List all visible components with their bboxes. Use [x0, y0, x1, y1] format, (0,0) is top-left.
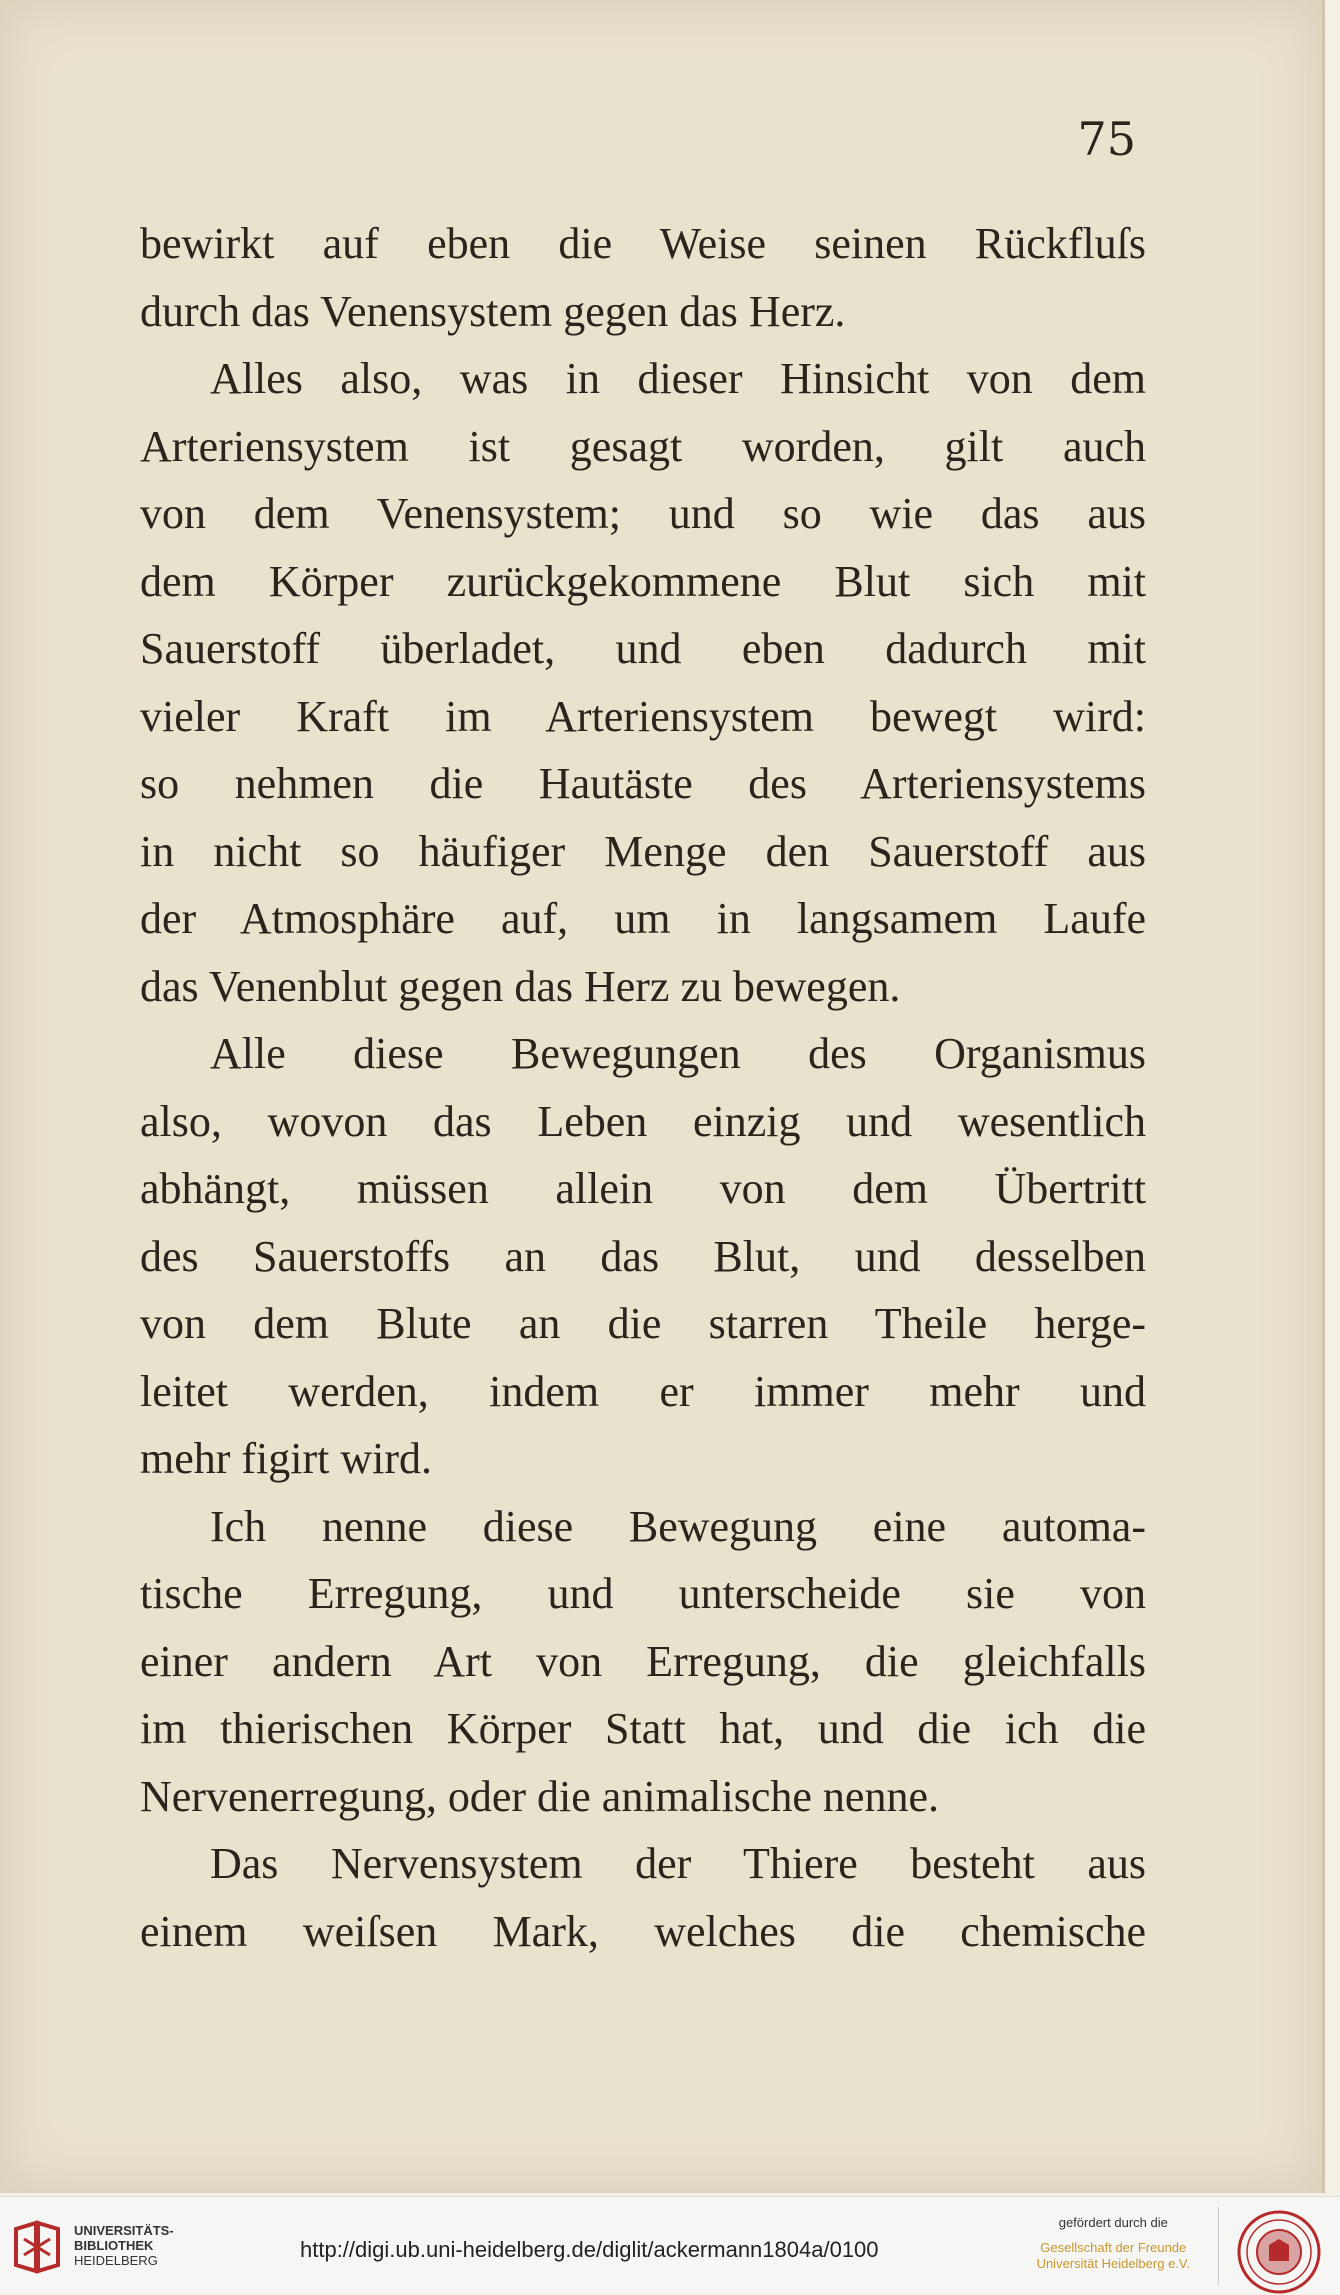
text-line: also, wovon das Leben einzig und wesentlich: [140, 1096, 1146, 1146]
funded-by-label: gefördert durch die: [1058, 2215, 1168, 2230]
body-text: [140, 210, 1146, 1965]
text-line: abhängt, müssen allein von dem Übertritt: [140, 1164, 1146, 1213]
text-line: Das Nervensystem der Thiere besteht aus: [210, 1839, 1146, 1888]
text-line: vieler Kraft im Arteriensystem bewegt wird:: [140, 691, 1146, 741]
footer-divider: [1218, 2207, 1219, 2285]
text-line: tische Erregung, und unterscheide sie von: [140, 1569, 1146, 1618]
society-name-line2: Universität Heidelberg e.V.: [1036, 2256, 1190, 2271]
library-name-line1: UNIVERSITÄTS-: [74, 2223, 174, 2238]
society-name-line1: Gesellschaft der Freunde: [1040, 2240, 1187, 2255]
text-line: einer andern Art von Erregung, die gleichfalls: [140, 1636, 1146, 1686]
text-line: Sauerstoff überladet, und eben dadurch mit: [140, 624, 1146, 673]
text-line: das Venenblut gegen das Herz zu bewegen.: [140, 961, 901, 1011]
library-name-line3: HEIDELBERG: [74, 2253, 158, 2268]
text-line: einem weiſsen Mark, welches die chemische: [140, 1906, 1146, 1956]
text-line: von dem Venensystem; und so wie das aus: [140, 489, 1146, 538]
source-url-link[interactable]: http://digi.ub.uni-heidelberg.de/diglit/ackermann1804a/0100: [300, 2237, 879, 2262]
sponsor-block: [1037, 2215, 1190, 2272]
text-line: durch das Venensystem gegen das Herz.: [140, 286, 846, 336]
text-line: Alle diese Bewegungen des Organismus: [210, 1029, 1146, 1078]
text-line: Arteriensystem ist gesagt worden, gilt auch: [140, 421, 1146, 471]
text-line: Nervenerregung, oder die animalische nenne.: [140, 1771, 939, 1821]
text-line: so nehmen die Hautäste des Arteriensystems: [140, 759, 1146, 808]
text-line: in nicht so häufiger Menge den Sauerstoff aus: [140, 826, 1146, 876]
page-number: 75: [1077, 112, 1136, 166]
library-logo-icon: [12, 2219, 62, 2277]
text-line: dem Körper zurückgekommene Blut sich mit: [140, 556, 1146, 606]
text-line: leitet werden, indem er immer mehr und: [140, 1366, 1146, 1416]
text-line: Alles also, was in dieser Hinsicht von dem: [210, 354, 1146, 403]
library-name-line2: BIBLIOTHEK: [74, 2238, 154, 2253]
text-line: der Atmosphäre auf, um in langsamem Laufe: [140, 894, 1146, 943]
text-line: im thierischen Körper Statt hat, und die ich die: [140, 1704, 1146, 1753]
library-name: [74, 2223, 174, 2268]
text-line: mehr figirt wird.: [140, 1434, 433, 1483]
text-line: bewirkt auf eben die Weise seinen Rückfluſs: [140, 219, 1146, 268]
text-line: Ich nenne diese Bewegung eine automa-: [210, 1501, 1146, 1551]
university-seal-icon: [1236, 2209, 1322, 2295]
text-line: des Sauerstoffs an das Blut, und desselben: [140, 1231, 1146, 1281]
footer-bar: [0, 2196, 1340, 2294]
text-line: von dem Blute an die starren Theile herge-: [140, 1299, 1146, 1348]
